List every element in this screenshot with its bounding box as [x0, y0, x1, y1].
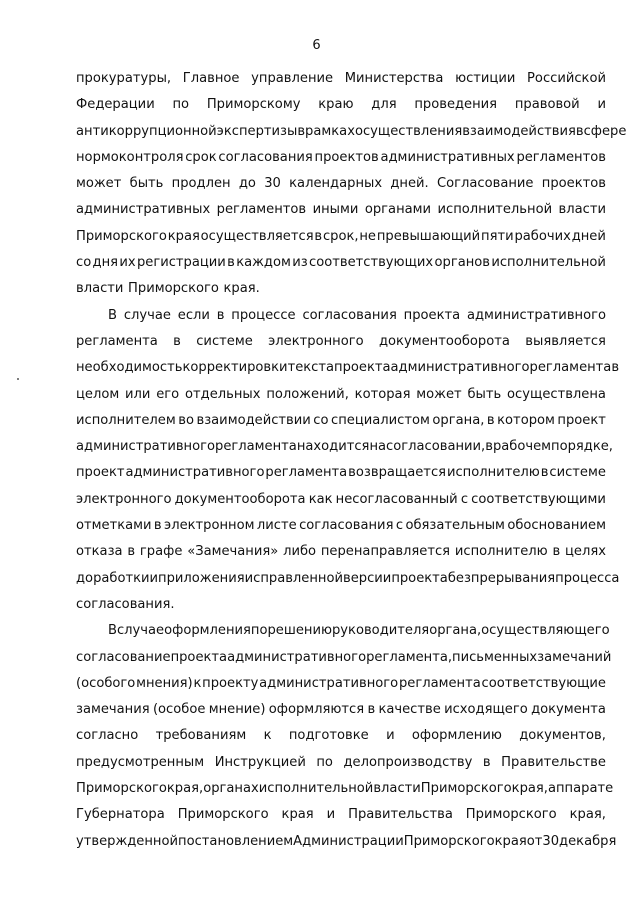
- paragraph: [76, 303, 620, 619]
- text-line: со дня их регистрации в каждом из соответствующих органов исполнительной: [76, 255, 606, 271]
- text-line: В случае оформления по решению руководителя органа, осуществляющего: [108, 623, 610, 639]
- text-line: (особого мнения) к проекту административного регламента соответствующие: [76, 675, 606, 691]
- text-line: целом или его отдельных положений, которая может быть осуществлена: [76, 386, 606, 402]
- text-line: электронного документооборота как несогласованный с соответствующими: [76, 491, 606, 507]
- text-line: необходимость корректировки текста проекта административного регламента в: [76, 360, 620, 376]
- text-line: власти Приморского края.: [76, 281, 260, 297]
- paragraph: [76, 618, 617, 855]
- paragraph: [76, 66, 627, 303]
- text-line: согласно требованиям к подготовке и оформлению документов,: [76, 728, 606, 744]
- text-line: замечания (особое мнение) оформляются в качестве исходящего документа: [76, 702, 606, 718]
- text-line: Приморского края, органах исполнительной власти Приморского края, аппарате: [76, 781, 614, 797]
- text-line: доработки и приложения исправленной версии проекта без прерывания процесса: [76, 570, 620, 586]
- text-line: согласование проекта административного регламента, письменных замечаний: [76, 649, 612, 665]
- text-line: антикоррупционной экспертизы в рамках осуществления взаимодействия в сфере: [76, 123, 627, 139]
- text-line: нормоконтроля срок согласования проектов административных регламентов: [76, 149, 606, 165]
- text-line: может быть продлен до 30 календарных дней. Согласование проектов: [76, 176, 606, 192]
- text-line: согласования.: [76, 596, 175, 612]
- margin-dot: [17, 378, 19, 380]
- text-line: утвержденной постановлением Администрации Приморского края от 30 декабря: [76, 833, 617, 849]
- text-line: предусмотренным Инструкцией по делопроизводству в Правительстве: [76, 754, 606, 770]
- text-line: регламента в системе электронного документооборота выявляется: [76, 333, 606, 349]
- text-line: Приморского края осуществляется в срок, не превышающий пяти рабочих дней: [76, 228, 606, 244]
- text-line: административного регламента находится на согласовании, в рабочем порядке,: [76, 439, 613, 455]
- text-line: отметками в электронном листе согласования с обязательным обоснованием: [76, 518, 606, 534]
- text-line: Федерации по Приморскому краю для проведения правовой и: [76, 97, 606, 113]
- document-body: [76, 66, 627, 855]
- text-line: административных регламентов иными органами исполнительной власти: [76, 202, 606, 218]
- text-line: В случае если в процессе согласования проекта административного: [108, 307, 606, 323]
- text-line: исполнителем во взаимодействии со специалистом органа, в котором проект: [76, 412, 606, 428]
- text-line: отказа в графе «Замечания» либо перенаправляется исполнителю в целях: [76, 544, 606, 560]
- text-line: Губернатора Приморского края и Правительства Приморского края,: [76, 807, 606, 823]
- text-line: проект административного регламента возвращается исполнителю в системе: [76, 465, 606, 481]
- page-number: 6: [312, 38, 321, 53]
- text-line: прокуратуры, Главное управление Министерства юстиции Российской: [76, 71, 606, 86]
